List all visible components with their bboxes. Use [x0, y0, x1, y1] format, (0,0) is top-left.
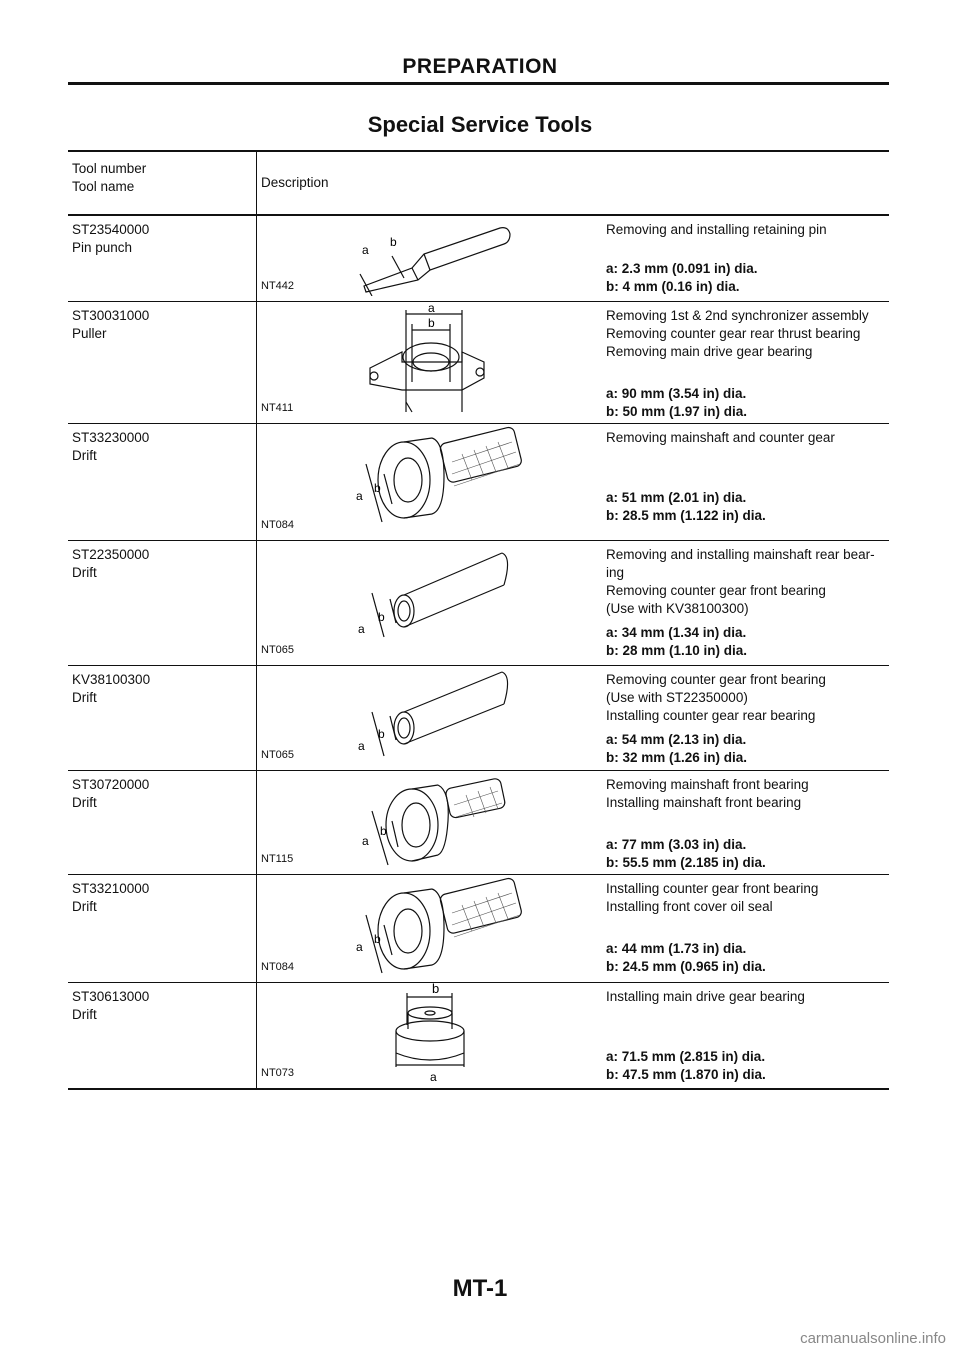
dim-label-b: b — [374, 932, 381, 946]
drift-illustration — [352, 666, 522, 766]
dim-a: a: 77 mm (3.03 in) dia. — [606, 837, 747, 852]
tool-row — [68, 666, 889, 771]
dim-label-b: b — [428, 316, 435, 330]
tool-name-label: Tool name — [72, 179, 135, 194]
tool-number: ST33230000 — [72, 430, 150, 445]
drift-illustration — [352, 875, 532, 979]
tool-name: Drift — [72, 448, 97, 463]
tool-description-cell — [601, 302, 889, 424]
tool-illustration-cell — [257, 771, 602, 875]
use-line: Installing mainshaft front bearing — [606, 795, 802, 810]
use-line: Installing front cover oil seal — [606, 899, 773, 914]
dim-label-a: a — [430, 1070, 437, 1084]
tool-number: ST22350000 — [72, 547, 150, 562]
figure-code: NT065 — [261, 644, 295, 656]
page-title: Special Service Tools — [367, 112, 593, 137]
tool-description-cell — [601, 771, 889, 875]
dim-label-b: b — [390, 235, 397, 249]
table-header-row — [68, 151, 889, 215]
tool-row — [68, 541, 889, 666]
use-line: Removing counter gear front bearing — [606, 672, 826, 687]
tool-number: ST30031000 — [72, 308, 150, 323]
figure-code: NT065 — [261, 749, 295, 761]
figure-code: NT084 — [261, 961, 295, 973]
dim-b: b: 24.5 mm (0.965 in) dia. — [606, 959, 766, 974]
tool-number-name-header — [68, 151, 257, 215]
section-header: PREPARATION — [402, 55, 558, 78]
dim-label-a: a — [362, 243, 369, 257]
dim-label-a: a — [428, 302, 435, 315]
dim-b: b: 28.5 mm (1.122 in) dia. — [606, 508, 766, 523]
tool-description-cell — [601, 424, 889, 541]
dim-label-a: a — [356, 940, 363, 954]
drift-illustration — [352, 771, 522, 871]
tool-number: ST30720000 — [72, 777, 150, 792]
tool-description-cell — [601, 983, 889, 1090]
use-line: Removing 1st & 2nd synchronizer assembly — [606, 308, 869, 323]
tool-row — [68, 875, 889, 983]
use-line: (Use with KV38100300) — [606, 601, 749, 616]
tool-row — [68, 215, 889, 302]
figure-code: NT115 — [261, 853, 294, 865]
tool-number: ST23540000 — [72, 222, 150, 237]
tool-name: Pin punch — [72, 240, 133, 255]
tool-illustration-cell — [257, 424, 602, 541]
tool-description-cell — [601, 666, 889, 771]
dim-b: b: 4 mm (0.16 in) dia. — [606, 279, 740, 294]
dim-label-b: b — [378, 610, 385, 624]
use-line: Removing counter gear front bearing — [606, 583, 826, 598]
dim-label-b: b — [432, 983, 440, 996]
dim-a: a: 44 mm (1.73 in) dia. — [606, 941, 747, 956]
puller-illustration — [352, 302, 502, 420]
tool-illustration-cell — [257, 541, 602, 666]
tool-id-cell — [68, 215, 257, 302]
tool-name: Drift — [72, 795, 97, 810]
dim-label-b: b — [378, 727, 385, 741]
tool-id-cell — [68, 875, 257, 983]
tool-name: Drift — [72, 1007, 97, 1022]
tool-illustration-cell — [257, 215, 602, 302]
tool-id-cell — [68, 541, 257, 666]
dim-a: a: 2.3 mm (0.091 in) dia. — [606, 261, 758, 276]
tool-row — [68, 424, 889, 541]
tool-description-cell — [601, 875, 889, 983]
use-line: Removing main drive gear bearing — [606, 344, 813, 359]
tool-name: Drift — [72, 565, 97, 580]
description-label: Description — [261, 175, 329, 190]
tool-name: Puller — [72, 326, 107, 341]
drift-illustration — [352, 983, 502, 1087]
tool-number: ST30613000 — [72, 989, 150, 1004]
tool-id-cell — [68, 771, 257, 875]
dim-label-b: b — [374, 481, 381, 495]
dim-a: a: 34 mm (1.34 in) dia. — [606, 625, 747, 640]
dim-b: b: 28 mm (1.10 in) dia. — [606, 643, 748, 658]
dim-label-a: a — [358, 622, 365, 636]
tool-number: KV38100300 — [72, 672, 151, 687]
use-line: Removing counter gear rear thrust bearing — [606, 326, 861, 341]
dim-a: a: 90 mm (3.54 in) dia. — [606, 386, 747, 401]
page-number: MT-1 — [452, 1275, 508, 1302]
figure-code: NT084 — [261, 519, 295, 531]
tool-number-label: Tool number — [72, 161, 147, 176]
tool-illustration-cell — [257, 666, 602, 771]
tool-name: Drift — [72, 690, 97, 705]
dim-label-a: a — [362, 834, 369, 848]
dim-b: b: 47.5 mm (1.870 in) dia. — [606, 1067, 766, 1082]
tool-illustration-cell — [257, 983, 602, 1090]
header-rule — [68, 82, 889, 85]
dim-b: b: 32 mm (1.26 in) dia. — [606, 750, 748, 765]
tool-row — [68, 983, 889, 1090]
use-line: Installing counter gear rear bearing — [606, 708, 816, 723]
tool-illustration-cell — [257, 875, 602, 983]
tool-id-cell — [68, 666, 257, 771]
figure-code: NT442 — [261, 280, 295, 292]
dim-a: a: 71.5 mm (2.815 in) dia. — [606, 1049, 766, 1064]
dim-label-b: b — [380, 824, 387, 838]
dim-label-a: a — [358, 739, 365, 753]
use-line: Installing counter gear front bearing — [606, 881, 819, 896]
tool-description-cell — [601, 215, 889, 302]
dim-b: b: 55.5 mm (2.185 in) dia. — [606, 855, 766, 870]
description-header — [257, 151, 890, 215]
pin-punch-illustration — [352, 216, 522, 296]
tool-row — [68, 771, 889, 875]
dim-a: a: 51 mm (2.01 in) dia. — [606, 490, 747, 505]
tool-description-cell — [601, 541, 889, 666]
drift-illustration — [352, 424, 532, 534]
tool-id-cell — [68, 983, 257, 1090]
special-service-tools-table — [68, 150, 889, 1090]
use-line: Removing mainshaft and counter gear — [606, 430, 835, 445]
tool-name: Drift — [72, 899, 97, 914]
drift-illustration — [352, 541, 522, 661]
tool-id-cell — [68, 302, 257, 424]
tool-row — [68, 302, 889, 424]
use-line: Removing mainshaft front bearing — [606, 777, 809, 792]
dim-a: a: 54 mm (2.13 in) dia. — [606, 732, 747, 747]
tool-illustration-cell — [257, 302, 602, 424]
use-line: (Use with ST22350000) — [606, 690, 748, 705]
watermark: carmanualsonline.info — [800, 1330, 946, 1347]
figure-code: NT073 — [261, 1067, 295, 1079]
use-line: ing — [606, 565, 625, 580]
use-line: Removing and installing retaining pin — [606, 222, 827, 237]
figure-code: NT411 — [261, 402, 294, 414]
tool-id-cell — [68, 424, 257, 541]
use-line: Removing and installing mainshaft rear bear- — [606, 547, 875, 562]
tool-number: ST33210000 — [72, 881, 150, 896]
use-line: Installing main drive gear bearing — [606, 989, 805, 1004]
dim-label-a: a — [356, 489, 363, 503]
dim-b: b: 50 mm (1.97 in) dia. — [606, 404, 748, 419]
